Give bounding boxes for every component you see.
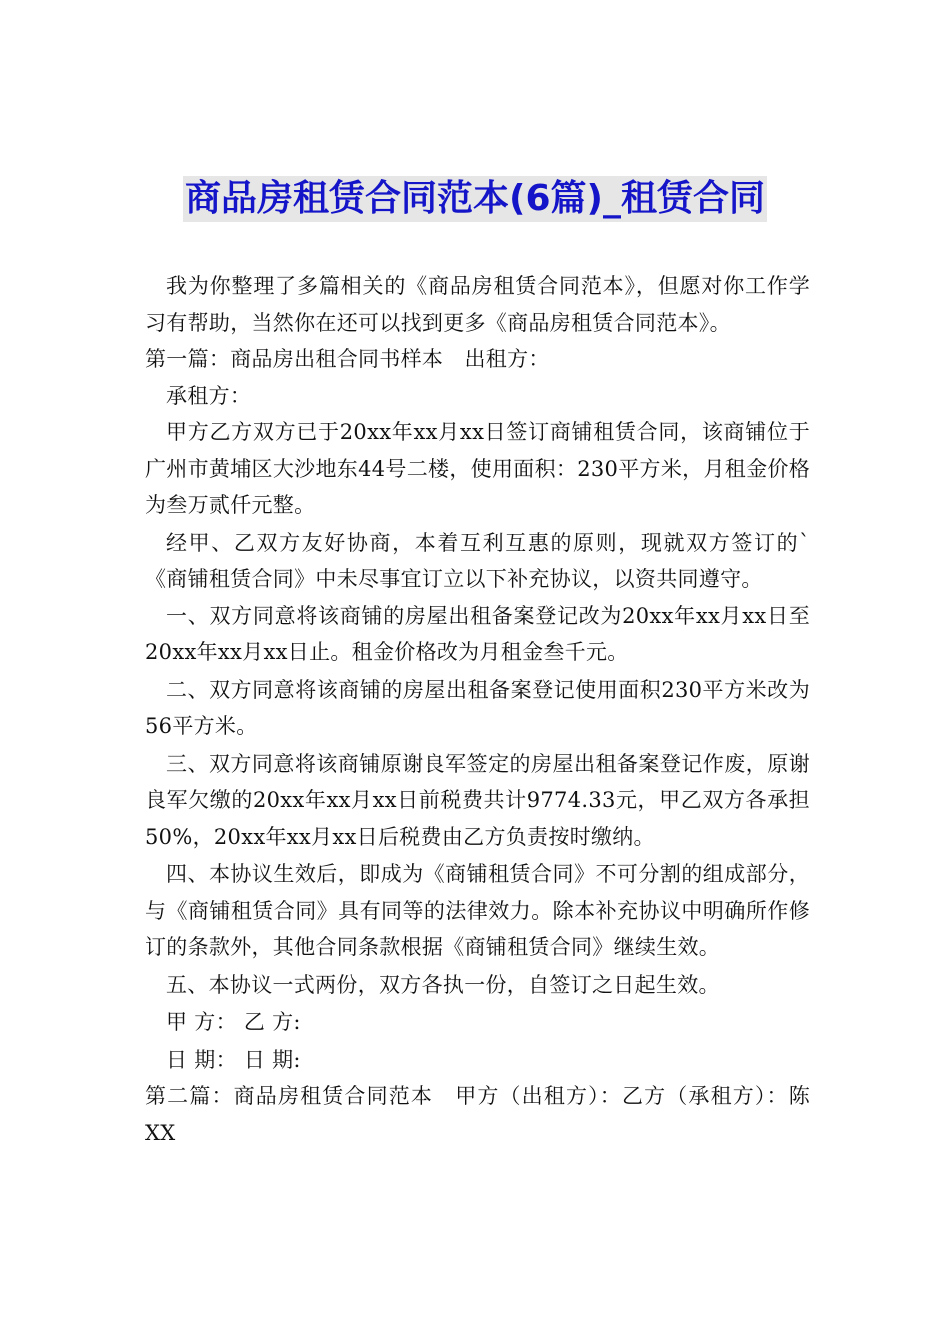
clause-five: 五、本协议一式两份，双方各执一份，自签订之日起生效。 xyxy=(166,972,720,997)
document-title: 商品房租赁合同范本(6篇)_租赁合同 xyxy=(183,176,767,222)
signature-line: 甲 方： 乙 方: xyxy=(166,1010,301,1034)
document-body xyxy=(145,268,810,1151)
intro-paragraph: 我为你整理了多篇相关的《商品房租赁合同范本》，但愿对你工作学习有帮助，当然你在还可以找到更多《商品房租赁合同范本》。 xyxy=(145,274,810,335)
title-container xyxy=(0,176,950,222)
agreement-paragraph: 经甲、乙双方友好协商，本着互利互惠的原则，现就双方签订的`《商铺租赁合同》中未尽事宜订立以下补充协议，以资共同遵守。 xyxy=(145,530,810,591)
section-two-heading: 第二篇：商品房租赁合同范本 甲方（出租方）：乙方（承租方）：陈XX xyxy=(145,1084,810,1145)
clause-four: 四、本协议生效后，即成为《商铺租赁合同》不可分割的组成部分，与《商铺租赁合同》具有同等的法律效力。除本补充协议中明确所作修订的条款外，其他合同条款根据《商铺租赁合同》继续生效。 xyxy=(145,862,810,959)
tenant-line: 承租方： xyxy=(166,383,252,408)
contract-paragraph: 甲方乙方双方已于20xx年xx月xx日签订商铺租赁合同，该商铺位于广州市黄埔区大沙地东44号二楼，使用面积：230平方米，月租金价格为叁万贰仟元整。 xyxy=(145,420,810,517)
clause-three: 三、双方同意将该商铺原谢良军签定的房屋出租备案登记作废，原谢良军欠缴的20xx年xx月xx日前税费共计9774.33元，甲乙双方各承担50%，20xx年xx月xx日后税费由乙方负责按时缴纳。 xyxy=(145,751,810,849)
clause-two: 二、双方同意将该商铺的房屋出租备案登记使用面积230平方米改为56平方米。 xyxy=(145,677,810,738)
clause-one: 一、双方同意将该商铺的房屋出租备案登记改为20xx年xx月xx日至20xx年xx月xx日止。租金价格改为月租金叁千元。 xyxy=(145,603,810,664)
section-one-heading: 第一篇：商品房出租合同书样本 出租方： xyxy=(145,347,550,371)
date-line: 日 期： 日 期: xyxy=(166,1047,301,1072)
